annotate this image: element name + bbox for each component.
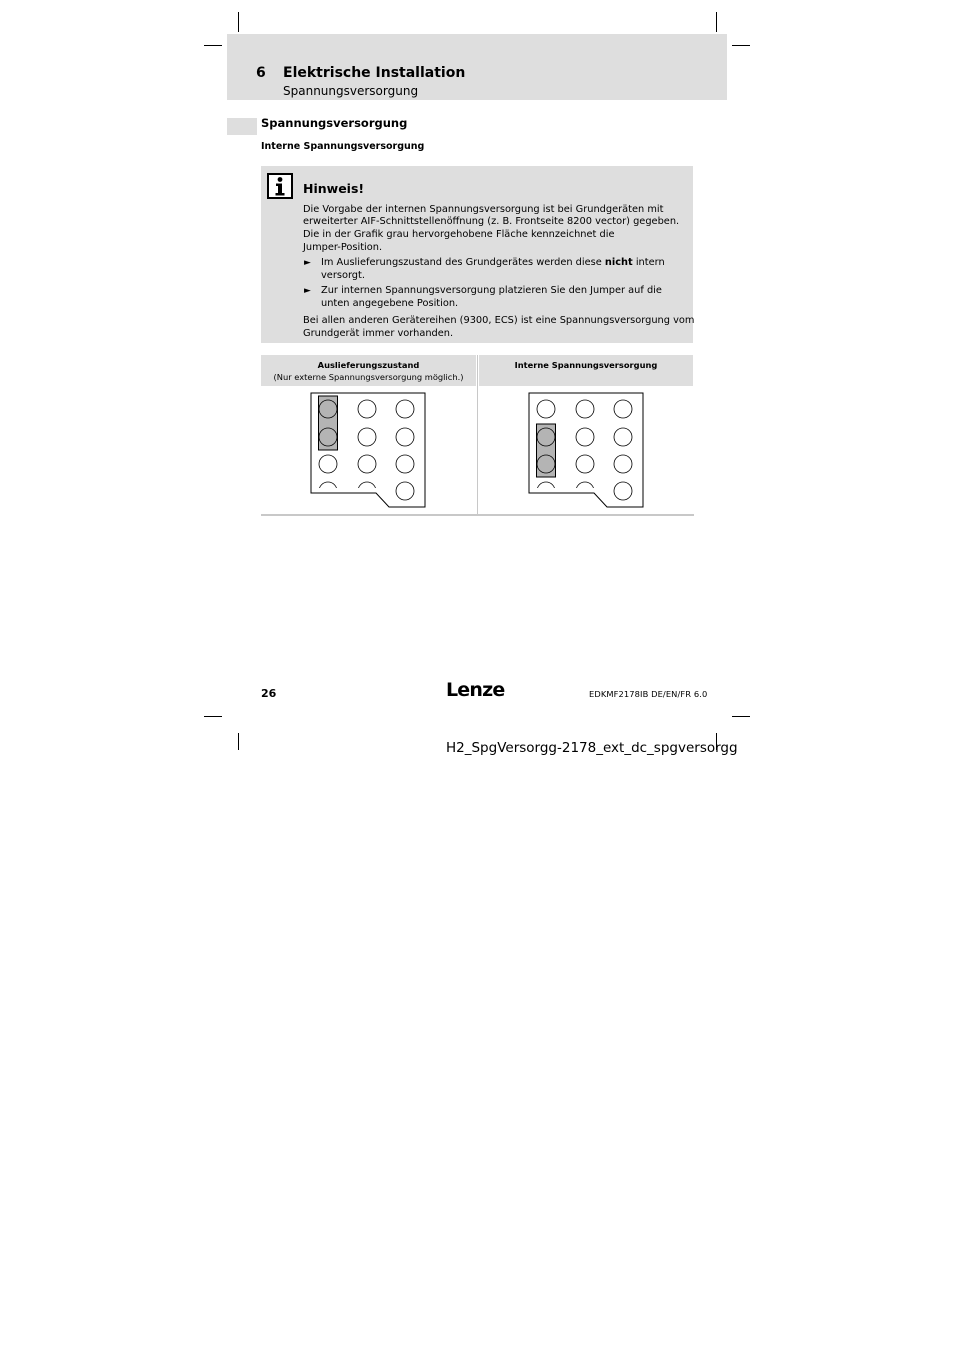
note-bullet-line: Zur internen Spannungsversorgung platzieren Sie den Jumper auf die bbox=[321, 285, 662, 296]
column-heading: Auslieferungszustand bbox=[317, 360, 420, 370]
pin-circle bbox=[358, 455, 376, 473]
column-heading: Interne Spannungsversorgung bbox=[514, 360, 658, 370]
pin-circle bbox=[358, 482, 376, 500]
pin-circle bbox=[537, 400, 555, 418]
pin-circle bbox=[396, 482, 414, 500]
crop-mark bbox=[732, 716, 750, 717]
pin-circle bbox=[537, 455, 555, 473]
note-bullet-line: versorgt. bbox=[321, 270, 365, 281]
table-bottom-rule bbox=[261, 514, 694, 516]
page-number: 26 bbox=[261, 687, 277, 700]
pin-circle bbox=[537, 482, 555, 500]
pin-circle bbox=[396, 400, 414, 418]
note-bullet-line: unten angegebene Position. bbox=[321, 298, 459, 309]
pin-circle bbox=[576, 482, 594, 500]
jumper-diagram-internal bbox=[524, 390, 649, 512]
pin-circle bbox=[319, 400, 337, 418]
pin-circle bbox=[614, 428, 632, 446]
pin-circle bbox=[576, 428, 594, 446]
section-title: Spannungsversorgung bbox=[261, 116, 408, 130]
pin-circle bbox=[319, 455, 337, 473]
table-header-cell bbox=[479, 355, 693, 386]
info-icon bbox=[267, 173, 293, 199]
pin-circle bbox=[614, 455, 632, 473]
chapter-number: 6 bbox=[256, 65, 266, 81]
note-title: Hinweis! bbox=[303, 181, 365, 196]
lenze-logo: Lenze bbox=[446, 679, 505, 701]
pin-circle bbox=[319, 428, 337, 446]
bullet-arrow-icon: ► bbox=[304, 286, 311, 296]
note-intro-line: Jumper-Position. bbox=[303, 242, 383, 253]
section-marker bbox=[227, 118, 257, 135]
pin-circle bbox=[537, 428, 555, 446]
pin-circle bbox=[358, 428, 376, 446]
note-intro-line: Die in der Grafik grau hervorgehobene Fläche kennzeichnet die bbox=[303, 229, 615, 240]
note-intro-line: Die Vorgabe der internen Spannungsversorgung ist bei Grundgeräten mit bbox=[303, 204, 664, 215]
note-bullet-line: Im Auslieferungszustand des Grundgerätes werden diese nicht intern bbox=[321, 257, 665, 268]
pin-circle bbox=[576, 455, 594, 473]
crop-mark bbox=[238, 12, 239, 32]
chapter-subtitle: Spannungsversorgung bbox=[283, 84, 419, 98]
document-code: EDKMF2178IB DE/EN/FR 6.0 bbox=[589, 689, 708, 699]
file-reference: H2_SpgVersorgg-2178_ext_dc_spgversorgg bbox=[446, 740, 738, 756]
pin-circle bbox=[319, 482, 337, 500]
bullet-arrow-icon: ► bbox=[304, 258, 311, 268]
crop-mark bbox=[204, 45, 222, 46]
pin-circle bbox=[576, 400, 594, 418]
note-intro-line: erweiterter AIF-Schnittstellenöffnung (z. B. Frontseite 8200 vector) gegeben. bbox=[303, 216, 680, 227]
crop-mark bbox=[204, 716, 222, 717]
crop-mark bbox=[716, 12, 717, 32]
jumper-diagram-delivery bbox=[306, 390, 431, 512]
chapter-title: Elektrische Installation bbox=[283, 65, 466, 81]
note-outro-line: Bei allen anderen Gerätereihen (9300, ECS) ist eine Spannungsversorgung vom bbox=[303, 315, 695, 326]
table-divider bbox=[477, 355, 478, 515]
pin-circle bbox=[358, 400, 376, 418]
pin-circle bbox=[614, 400, 632, 418]
pin-circle bbox=[396, 428, 414, 446]
crop-mark bbox=[238, 733, 239, 750]
note-outro-line: Grundgerät immer vorhanden. bbox=[303, 328, 454, 339]
pin-circle bbox=[396, 455, 414, 473]
pin-circle bbox=[614, 482, 632, 500]
table-header-cell bbox=[261, 355, 476, 386]
crop-mark bbox=[732, 45, 750, 46]
section-subtitle: Interne Spannungsversorgung bbox=[261, 141, 425, 152]
column-subheading: (Nur externe Spannungsversorgung möglich.) bbox=[273, 372, 464, 382]
